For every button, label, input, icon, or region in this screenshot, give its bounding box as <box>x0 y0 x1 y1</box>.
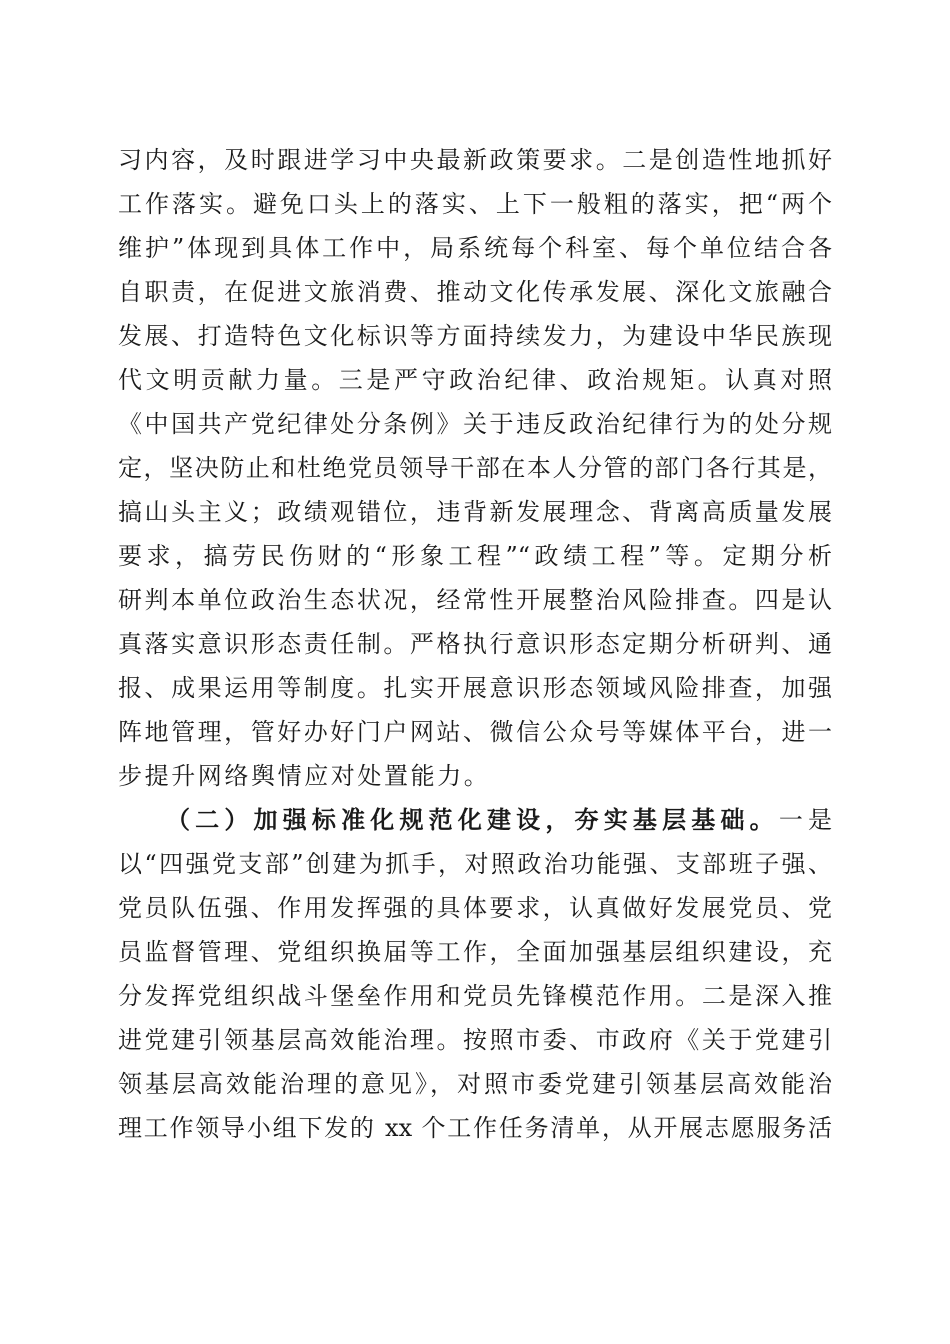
text-line: 搞山头主义；政绩观错位，违背新发展理念、背离高质量发展 <box>118 498 832 526</box>
text-line: 以“四强党支部”创建为抓手，对照政治功能强、支部班子强、 <box>118 850 832 878</box>
text-line: 自职责，在促进文旅消费、推动文化传承发展、深化文旅融合 <box>118 278 832 306</box>
text-line: 领基层高效能治理的意见》，对照市委党建引领基层高效能治 <box>118 1070 832 1098</box>
text-line: 代文明贡献力量。三是严守政治纪律、政治规矩。认真对照 <box>118 366 832 394</box>
text-line: 发展、打造特色文化标识等方面持续发力，为建设中华民族现 <box>118 322 832 350</box>
text-line: 步提升网络舆情应对处置能力。 <box>118 762 491 790</box>
text-line: 维护”体现到具体工作中，局系统每个科室、每个单位结合各 <box>118 234 832 262</box>
text-line: 报、成果运用等制度。扎实开展意识形态领域风险排查，加强 <box>118 674 832 702</box>
text-line: 分发挥党组织战斗堡垒作用和党员先锋模范作用。二是深入推 <box>118 982 832 1010</box>
text-line: 员监督管理、党组织换届等工作，全面加强基层组织建设，充 <box>118 938 832 966</box>
text-line: 进党建引领基层高效能治理。按照市委、市政府《关于党建引 <box>118 1026 832 1054</box>
text-line: 研判本单位政治生态状况，经常性开展整治风险排查。四是认 <box>118 586 832 614</box>
text-line: 真落实意识形态责任制。严格执行意识形态定期分析研判、通 <box>118 630 832 658</box>
text-line: 理工作领导小组下发的 xx 个工作任务清单，从开展志愿服务活 <box>118 1114 832 1142</box>
text-line: 定，坚决防止和杜绝党员领导干部在本人分管的部门各行其是， <box>118 454 832 482</box>
text-line: 要求，搞劳民伤财的“形象工程”“政绩工程”等。定期分析 <box>118 542 832 570</box>
text-line: 党员队伍强、作用发挥强的具体要求，认真做好发展党员、党 <box>118 894 832 922</box>
text-line: 《中国共产党纪律处分条例》关于违反政治纪律行为的处分规 <box>118 410 832 438</box>
text-line: 阵地管理，管好办好门户网站、微信公众号等媒体平台，进一 <box>118 718 832 746</box>
section-heading-line <box>166 798 832 842</box>
text-fragment: 一是 <box>778 806 833 834</box>
text-line: 工作落实。避免口头上的落实、上下一般粗的落实，把“两个 <box>118 190 832 218</box>
text-line: 习内容，及时跟进学习中央最新政策要求。二是创造性地抓好 <box>118 146 832 174</box>
section-heading: （二）加强标准化规范化建设，夯实基层基础。 <box>166 805 779 834</box>
